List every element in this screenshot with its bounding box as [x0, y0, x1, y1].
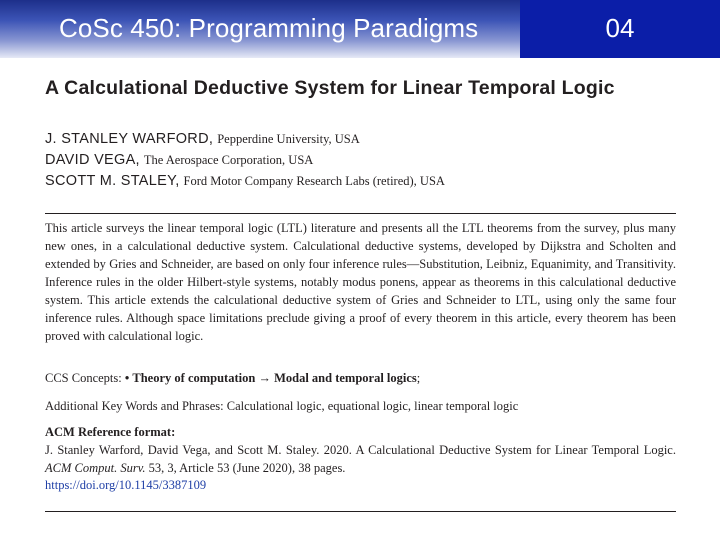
author-affiliation: The Aerospace Corporation, USA	[143, 153, 314, 167]
slide-header	[0, 0, 720, 58]
paper-title: A Calculational Deductive System for Linear Temporal Logic	[45, 77, 615, 99]
header-number-area	[520, 0, 720, 58]
course-title: CoSc 450: Programming Paradigms	[59, 13, 479, 43]
reference-journal: ACM Comput. Surv.	[45, 461, 146, 475]
ccs-label: CCS Concepts:	[45, 371, 122, 385]
author-affiliation: Ford Motor Company Research Labs (retired), USA	[183, 174, 445, 188]
reference-heading: ACM Reference format:	[45, 425, 176, 439]
doi-link[interactable]: https://doi.org/10.1145/3387109	[45, 478, 207, 492]
ccs-subconcept: Modal and temporal logics	[274, 371, 417, 385]
ccs-bullet: •	[124, 371, 130, 385]
reference-details: 53, 3, Article 53 (June 2020), 38 pages.	[148, 461, 346, 475]
abstract: This article surveys the linear temporal logic (LTL) literature and presents all the LTL theorems from the survey, plus many new ones, in a calculational deductive system. Calculational deductive systems, developed by Dijkstra and Scholten and extended by Gries and Schneider, are based on only four inference rules—Substitution, Leibniz, Equanimity, and Transitivity. Inference rules in the older Hilbert-style systems, notably modus ponens, appear as theorems in this calculational deductive system. This article extends the calculational deductive system of Gries and Schneider to LTL, using only the same four inference rules. Although space limitations preclude giving a proof of every theorem in this article, every theorem has been proved with calculational logic.	[45, 221, 676, 343]
author-name: J. STANLEY WARFORD,	[45, 131, 214, 147]
ccs-arrow: →	[258, 371, 271, 385]
author-line	[45, 151, 313, 169]
author-line	[45, 172, 445, 190]
keywords: Additional Key Words and Phrases: Calculational logic, equational logic, linear temporal logic	[45, 399, 519, 413]
header-title-area	[0, 0, 520, 58]
divider-top	[45, 213, 676, 214]
divider-bottom	[45, 511, 676, 512]
ccs-trailer: ;	[416, 371, 421, 385]
slide-number: 04	[605, 13, 635, 43]
reference-citation: J. Stanley Warford, David Vega, and Scott M. Staley. 2020. A Calculational Deductive System for Linear Temporal Logic.	[45, 443, 676, 457]
author-line	[45, 130, 360, 148]
ccs-concepts	[45, 369, 676, 387]
author-name: SCOTT M. STALEY,	[45, 173, 180, 189]
author-affiliation: Pepperdine University, USA	[217, 132, 360, 146]
author-name: DAVID VEGA,	[45, 152, 140, 168]
reference-text	[45, 441, 676, 477]
ccs-concept: Theory of computation	[132, 371, 256, 385]
